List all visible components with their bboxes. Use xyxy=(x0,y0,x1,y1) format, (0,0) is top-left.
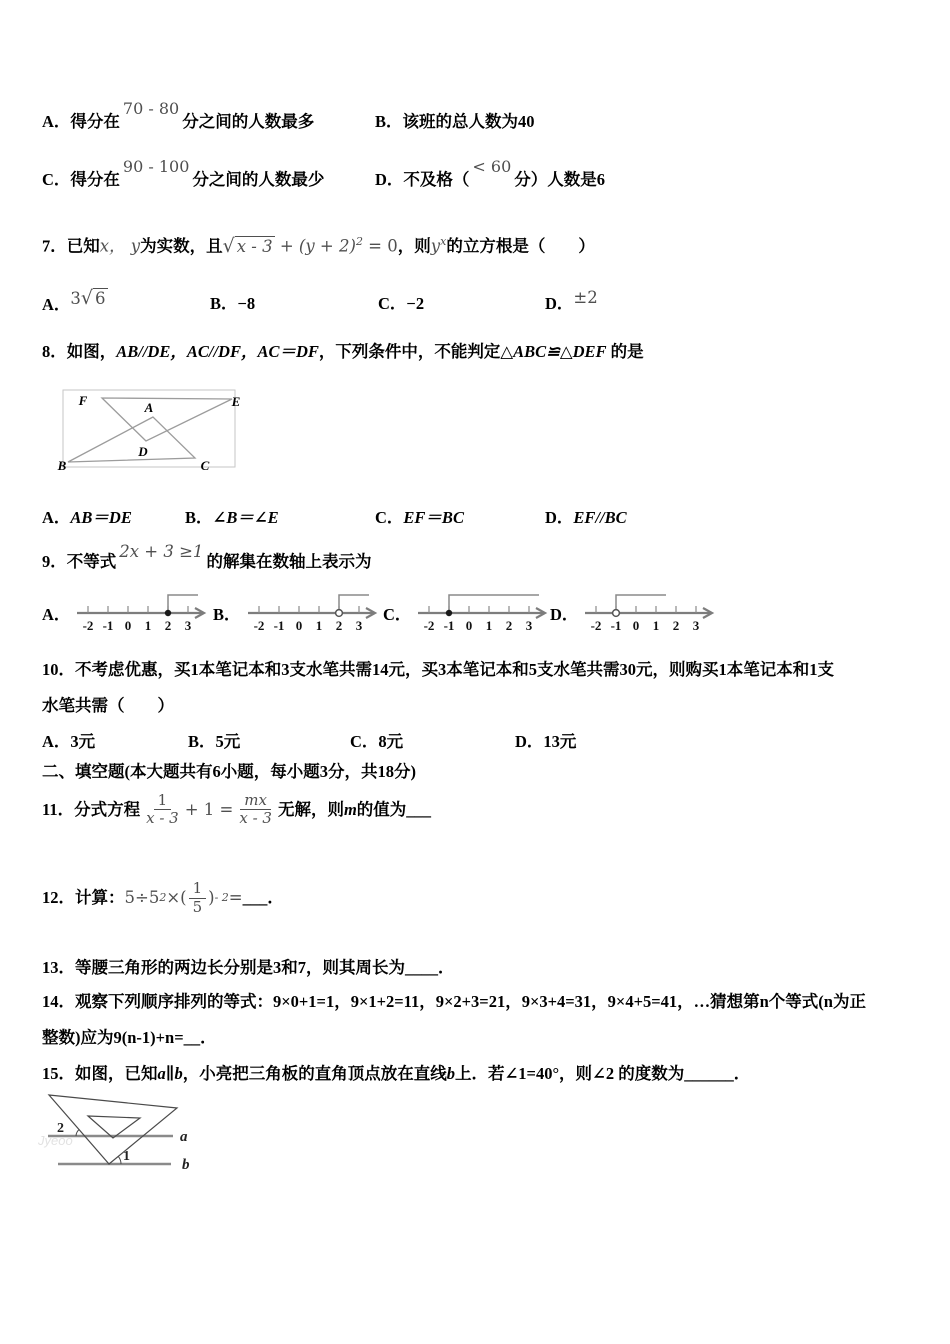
watermark: Jyeoo xyxy=(38,1133,73,1148)
stem-text: 的值为 xyxy=(356,799,407,819)
math-inequality: 2x + 3 ≥1 xyxy=(119,542,204,561)
answer-blank: ___． xyxy=(242,888,284,907)
q6-option-c xyxy=(42,157,325,192)
tick-label: 1 xyxy=(486,618,493,633)
q7-option-a xyxy=(42,287,108,317)
tick-label: -1 xyxy=(611,618,622,633)
tick-label: 0 xyxy=(466,618,473,633)
question-number: 11． xyxy=(42,799,75,819)
line-label-a: a xyxy=(180,1129,188,1145)
tick-label: -2 xyxy=(424,618,435,633)
math-vars-xy: x， y xyxy=(99,236,141,256)
tick-label: 3 xyxy=(185,618,192,633)
vertex-label-e: E xyxy=(231,394,240,409)
number-line-a xyxy=(74,585,214,633)
tick-label: 2 xyxy=(506,618,513,633)
tick-label: -1 xyxy=(103,618,114,633)
tick-label: 3 xyxy=(693,618,700,633)
math-3-sqrt-6 xyxy=(70,286,107,311)
closed-dot xyxy=(446,610,452,616)
closed-dot xyxy=(165,610,171,616)
math-mid: + (y + 2) xyxy=(274,236,356,256)
number-line-c xyxy=(415,585,555,633)
radical-sign: √ xyxy=(80,287,94,309)
q9-option-a xyxy=(42,585,214,633)
option-letter: B． xyxy=(213,605,241,624)
q6-option-b xyxy=(375,110,535,134)
angle-label-2: 2 xyxy=(57,1121,64,1136)
tick-label: 2 xyxy=(165,618,172,633)
q9-stem xyxy=(42,542,372,574)
option-letter: D． xyxy=(545,294,574,313)
exponent: 2 xyxy=(159,891,167,904)
q10-stem-line2: 水笔共需（ ） xyxy=(42,696,174,715)
tick-label: 1 xyxy=(145,618,152,633)
option-letter: C． xyxy=(383,605,412,624)
q9-option-b xyxy=(213,585,385,633)
math-range-70-80: 70 - 80 xyxy=(122,99,180,118)
option-text-pre: 得分在 xyxy=(70,170,120,189)
option-text-post: 分之间的人数最多 xyxy=(182,112,315,131)
q9-option-c xyxy=(383,585,555,633)
stem-text: ，则 xyxy=(397,236,431,256)
math-b: b xyxy=(446,1064,455,1083)
section-2-header: 二、填空题(本大题共有6小题，每小题3分，共18分) xyxy=(42,762,416,781)
q7-option-d xyxy=(545,288,598,316)
q6-option-d xyxy=(375,157,606,192)
math-equals-zero: = 0 xyxy=(362,236,398,256)
q14-stem-line2: 整数)应为9(n-1)+n=__． xyxy=(42,1028,217,1047)
math-base: 5÷5 xyxy=(124,888,160,907)
stem-text: 分式方程 xyxy=(74,799,141,819)
q9-option-d xyxy=(550,585,722,633)
tick-label: 0 xyxy=(125,618,132,633)
q7-option-c xyxy=(378,292,424,316)
stem-text: ，下列条件中，不能判定 xyxy=(318,342,501,361)
open-circle xyxy=(335,610,342,617)
stem-text: 不等式 xyxy=(66,552,117,571)
math-times-paren: ×( xyxy=(166,888,187,907)
tick-label: 2 xyxy=(673,618,680,633)
question-number: 7． xyxy=(42,236,67,256)
q7-option-b xyxy=(210,292,255,316)
q10-option-d: D．13元 xyxy=(515,732,577,751)
option-value: −8 xyxy=(237,294,256,313)
tick-label: 2 xyxy=(335,618,342,633)
vertex-label-a: A xyxy=(144,400,154,415)
math-y: y xyxy=(430,236,441,256)
option-letter: D． xyxy=(375,170,404,189)
q8-option-a xyxy=(42,506,132,530)
q8-option-c xyxy=(375,506,464,530)
exponent: 2 xyxy=(355,235,363,248)
line-label-b: b xyxy=(182,1157,190,1173)
q15-stem xyxy=(42,1062,750,1086)
q10-option-a: A．3元 xyxy=(42,732,96,751)
stem-text: 为实数，且 xyxy=(140,236,223,256)
tick-label: 0 xyxy=(295,618,302,633)
solution-ray xyxy=(616,595,666,609)
option-value: −2 xyxy=(406,294,425,313)
q10-option-b: B．5元 xyxy=(188,732,241,751)
math-m: m xyxy=(343,799,357,819)
angle-label-1: 1 xyxy=(123,1149,130,1164)
stem-text: 无解，则 xyxy=(277,799,344,819)
stem-text: 的解集在数轴上表示为 xyxy=(206,552,372,571)
option-value: EF//BC xyxy=(573,508,627,527)
coefficient: 3 xyxy=(70,289,81,308)
vertex-label-b: B xyxy=(57,458,67,472)
stem-text: ，小亮把三角板的直角顶点放在直线 xyxy=(182,1064,447,1083)
math-pm-2: ±2 xyxy=(573,288,598,307)
math-lt-60: < 60 xyxy=(472,157,512,176)
tick-label: 0 xyxy=(633,618,640,633)
math-triangles: △ABC≌△DEF xyxy=(500,342,607,361)
solution-ray xyxy=(168,595,198,610)
option-letter: B． xyxy=(185,508,213,527)
solution-ray xyxy=(449,595,539,610)
q8-option-d xyxy=(545,506,627,530)
vertex-label-f: F xyxy=(78,393,88,408)
vertex-label-d: D xyxy=(138,444,148,459)
option-letter: C． xyxy=(42,170,71,189)
fraction-1-over-x-3 xyxy=(142,792,183,828)
option-value: ∠B＝∠E xyxy=(212,508,279,527)
question-number: 12． xyxy=(42,888,75,907)
option-letter: A． xyxy=(42,605,71,624)
option-text: 该班的总人数为40 xyxy=(402,112,535,131)
tick-label: -1 xyxy=(273,618,284,633)
q12-stem xyxy=(42,874,284,922)
exponent-negative-2: - 2 xyxy=(214,891,229,904)
tick-label: 1 xyxy=(315,618,322,633)
open-circle xyxy=(613,610,620,617)
option-text-post: 分）人数是6 xyxy=(514,170,606,189)
option-text-post: 分之间的人数最少 xyxy=(192,170,325,189)
q6-option-a xyxy=(42,99,315,134)
tick-label: 3 xyxy=(526,618,533,633)
q8-option-b xyxy=(185,506,279,530)
q8-geometry-figure xyxy=(55,386,240,472)
answer-blank: ___ xyxy=(406,799,432,819)
option-letter: B． xyxy=(210,294,238,313)
math-range-90-100: 90 - 100 xyxy=(122,157,190,176)
tick-label: 3 xyxy=(355,618,362,633)
option-value: AB＝DE xyxy=(70,508,132,527)
set-square-inner-hole xyxy=(88,1116,140,1138)
q13-stem: 13．等腰三角形的两边长分别是3和7，则其周长为____． xyxy=(42,958,455,977)
math-sqrt-expression xyxy=(222,234,275,257)
stem-text: 计算： xyxy=(75,888,125,907)
tick-label: -1 xyxy=(444,618,455,633)
math-close-paren: ) xyxy=(208,888,215,907)
number-line-b xyxy=(245,585,385,633)
q10-stem-line1: 10．不考虑优惠，买1本笔记本和3支水笔共需14元，买3本笔记本和5支水笔共需30元，则购买1本笔记本和1支 xyxy=(42,660,834,679)
set-square-outline xyxy=(49,1095,177,1164)
math-equals: = xyxy=(228,888,243,907)
stem-text: 8．如图， xyxy=(42,342,117,361)
triangle-def xyxy=(102,398,232,441)
stem-text: 15．如图，已知 xyxy=(42,1064,158,1083)
numerator: 1 xyxy=(154,792,172,810)
option-letter: B． xyxy=(375,112,403,131)
stem-text: 的立方根是（ ） xyxy=(446,236,595,256)
triangle-abc xyxy=(68,417,195,462)
option-letter: A． xyxy=(42,112,71,131)
q8-stem xyxy=(42,340,644,364)
stem-text: 的是 xyxy=(606,342,644,361)
denominator: x - 3 xyxy=(146,809,179,828)
solution-ray xyxy=(339,595,369,609)
tick-label: 1 xyxy=(653,618,660,633)
option-letter: D． xyxy=(545,508,574,527)
q14-stem-line1: 14．观察下列顺序排列的等式：9×0+1=1，9×1+2=11，9×2+3=21，9×3+4=31，9×4+5=41，…猜想第n个等式(n为正 xyxy=(42,992,866,1011)
tick-label: -2 xyxy=(253,618,264,633)
q10-option-c: C．8元 xyxy=(350,732,404,751)
fraction-1-over-5 xyxy=(189,880,207,916)
stem-text: 上．若∠1=40°，则∠2 的度数为______． xyxy=(454,1064,751,1083)
denominator: x - 3 xyxy=(239,809,272,828)
question-number: 9． xyxy=(42,552,67,571)
option-letter: A． xyxy=(42,295,71,314)
q11-stem xyxy=(42,792,431,828)
q7-stem xyxy=(42,230,595,259)
option-letter: A． xyxy=(42,508,71,527)
stem-text: 已知 xyxy=(66,236,100,256)
numerator: 1 xyxy=(189,880,207,898)
option-letter: C． xyxy=(378,294,407,313)
option-value: EF＝BC xyxy=(403,508,464,527)
vertex-label-c: C xyxy=(200,458,210,472)
radicand: 6 xyxy=(95,289,106,308)
denominator: 5 xyxy=(192,897,203,916)
option-letter: D． xyxy=(550,605,579,624)
tick-label: -2 xyxy=(591,618,602,633)
option-text-pre: 得分在 xyxy=(70,112,120,131)
numerator: mx xyxy=(240,792,271,810)
number-line-d xyxy=(582,585,722,633)
math-conditions: AB//DE，AC//DF，AC＝DF xyxy=(116,342,319,361)
math-plus-1-equals: + 1 = xyxy=(184,799,234,819)
tick-label: -2 xyxy=(83,618,94,633)
option-text-pre: 不及格（ xyxy=(403,170,470,189)
fraction-mx-over-x-3 xyxy=(235,792,276,828)
option-letter: C． xyxy=(375,508,404,527)
math-a-parallel-b: a∥b xyxy=(157,1064,183,1083)
q15-geometry-figure xyxy=(33,1088,208,1183)
radicand: x - 3 xyxy=(236,236,273,256)
exponent-x: x xyxy=(440,235,447,248)
radical-sign: √ xyxy=(222,234,235,257)
